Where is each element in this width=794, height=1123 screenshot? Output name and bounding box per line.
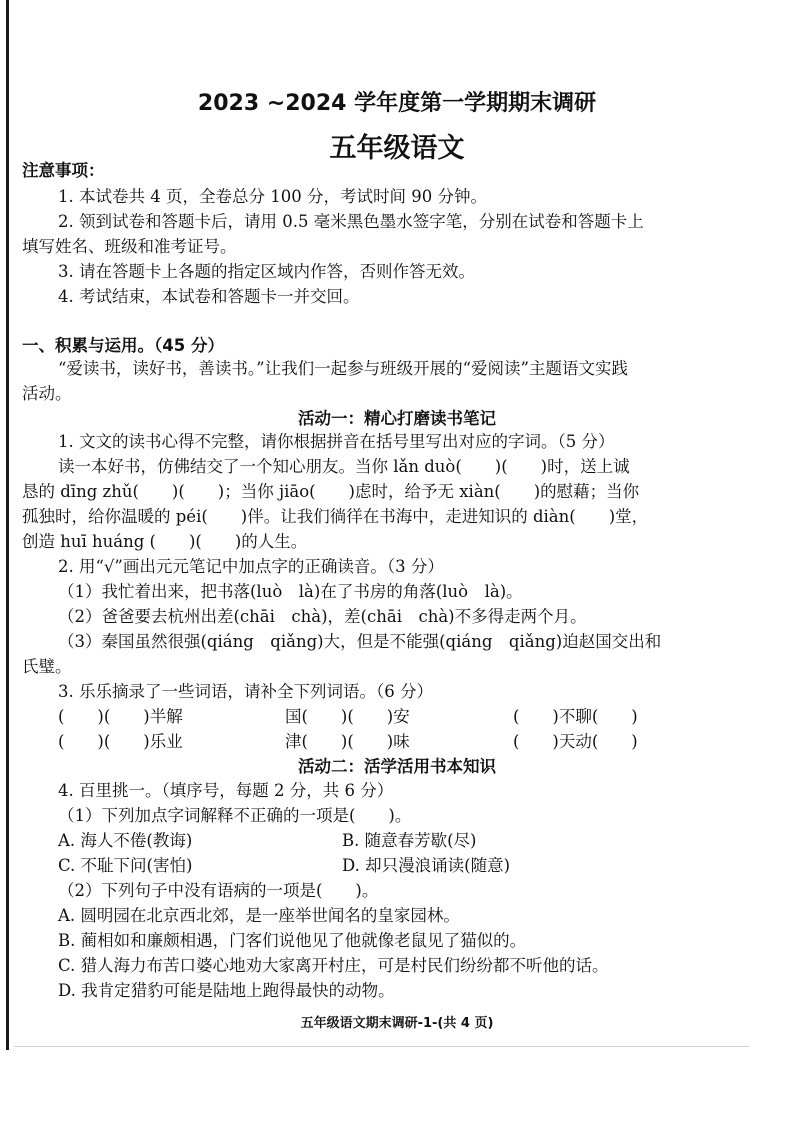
- question-text: 恳的 dīng zhǔ( )( )；当你 jiāo( )虑时，给予无 xiàn( )的慰藉；当你: [22, 482, 640, 501]
- footer-divider: [14, 1046, 749, 1047]
- question-stem: 1. 文文的读书心得不完整，请你根据拼音在括号里写出对应的字词。（5 分）: [58, 432, 615, 451]
- answer-option: C. 猎人海力布苦口婆心地劝大家离开村庄，可是村民们纷纷都不听他的话。: [58, 956, 609, 975]
- notes-item: 2. 领到试卷和答题卡后，请用 0.5 毫米黑色墨水签字笔，分别在试卷和答题卡上: [58, 212, 644, 231]
- exam-subject: 五年级语文: [329, 133, 465, 164]
- question-text: 读一本好书，仿佛结交了一个知心朋友。当你 lǎn duò( )( )时，送上诚: [58, 457, 630, 476]
- question-text: （1）我忙着出来，把书落(luò là)在了书房的角落(luò là)。: [58, 582, 523, 601]
- answer-option: C. 不耻下问(害怕): [58, 856, 193, 875]
- exam-title: 2023 ~2024 学年度第一学期期末调研: [197, 91, 597, 116]
- word-blank: 津( )( )味: [285, 732, 410, 751]
- notes-heading: 注意事项：: [22, 161, 105, 180]
- answer-option: D. 我肯定猎豹可能是陆地上跑得最快的动物。: [58, 981, 395, 1000]
- question-text: （2）下列句子中没有语病的一项是( )。: [58, 881, 379, 900]
- word-blank: ( )( )乐业: [58, 732, 183, 751]
- activity-heading: 活动二：活学活用书本知识: [298, 757, 496, 776]
- question-stem: 4. 百里挑一。（填序号，每题 2 分，共 6 分）: [58, 781, 394, 800]
- question-text: 孤独时，给你温暖的 péi( )伴。让我们徜徉在书海中，走进知识的 diàn( )堂，: [22, 507, 649, 526]
- answer-option: A. 圆明园在北京西北郊，是一座举世闻名的皇家园林。: [58, 906, 460, 925]
- word-blank: ( )天动( ): [513, 732, 638, 751]
- question-text: （2）爸爸要去杭州出差(chāi chà)，差(chāi chà)不多得走两个月。: [58, 607, 587, 626]
- answer-option: B. 随意春芳歇(尽): [342, 831, 477, 850]
- question-text: 创造 huī huáng ( )( )的人生。: [22, 532, 308, 551]
- notes-item: 3. 请在答题卡上各题的指定区域内作答，否则作答无效。: [58, 262, 475, 281]
- question-stem: 3. 乐乐摘录了一些词语，请补全下列词语。（6 分）: [58, 682, 433, 701]
- question-text: 氏璧。: [22, 657, 72, 676]
- answer-option: D. 却只漫浪诵读(随意): [342, 856, 511, 875]
- section-heading: 一、积累与运用。（45 分）: [22, 336, 224, 355]
- word-blank: 国( )( )安: [285, 707, 410, 726]
- notes-item: 4. 考试结束，本试卷和答题卡一并交回。: [58, 287, 360, 306]
- answer-option: A. 海人不倦(教诲): [58, 831, 193, 850]
- word-blank: ( )( )半解: [58, 707, 183, 726]
- page-footer: 五年级语文期末调研-1-(共 4 页): [300, 1016, 494, 1031]
- answer-option: B. 蔺相如和廉颇相遇，门客们说他见了他就像老鼠见了猫似的。: [58, 931, 527, 950]
- question-stem: 2. 用“√”画出元元笔记中加点字的正确读音。（3 分）: [58, 557, 444, 576]
- question-text: （3）秦国虽然很强(qiáng qiǎng)大，但是不能强(qiáng qiǎng)迫赵国交出和: [58, 632, 662, 651]
- notes-item: 填写姓名、班级和准考证号。: [22, 237, 237, 256]
- activity-heading: 活动一：精心打磨读书笔记: [298, 409, 496, 428]
- notes-item: 1. 本试卷共 4 页，全卷总分 100 分，考试时间 90 分钟。: [58, 187, 487, 206]
- section-intro: 活动。: [22, 384, 72, 403]
- word-blank: ( )不聊( ): [513, 707, 638, 726]
- section-intro: “爱读书，读好书，善读书。”让我们一起参与班级开展的“爱阅读”主题语文实践: [58, 359, 628, 378]
- question-text: （1）下列加点字词解释不正确的一项是( )。: [58, 806, 412, 825]
